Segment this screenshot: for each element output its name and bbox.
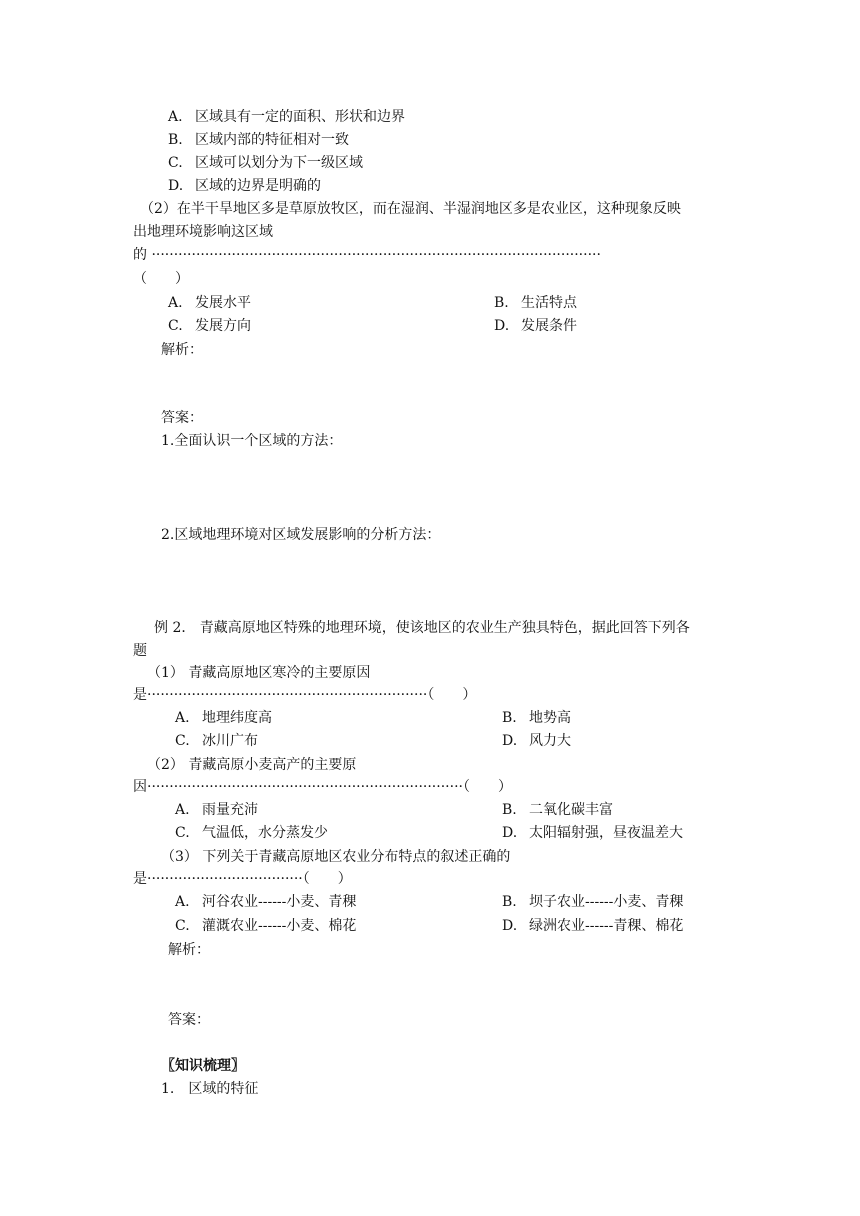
sub3-line1: （3） 下列关于青藏高原地区农业分布特点的叙述正确的	[161, 849, 511, 865]
sub1-line1: （1） 青藏高原地区寒冷的主要原因	[147, 665, 371, 681]
q2-stem-line1: （2）在半干旱地区多是草原放牧区，而在湿润、半湿润地区多是农业区，这种现象反映	[140, 201, 681, 217]
sub1-line2: 是·······························································（ ）	[133, 687, 477, 703]
sub2-option-b: B. 二氧化碳丰富	[502, 802, 613, 818]
sub1-option-a: A. 地理纬度高	[175, 710, 272, 726]
example2-stem-line1: 例 2． 青藏高原地区特殊的地理环境，使该地区的农业生产独具特色，据此回答下列各	[154, 620, 690, 636]
sub2-option-c: C. 气温低，水分蒸发少	[175, 825, 328, 841]
analysis-label-1: 解析：	[161, 342, 203, 358]
method-2: 2.区域地理环境对区域发展影响的分析方法：	[161, 527, 441, 543]
sub2-option-d: D. 太阳辐射强，昼夜温差大	[502, 825, 683, 841]
analysis-label-2: 解析：	[168, 942, 210, 958]
sub1-option-c: C. 冰川广布	[175, 733, 258, 749]
q2-option-d: D. 发展条件	[494, 318, 577, 334]
q2-option-c: C. 发展方向	[168, 318, 251, 334]
knowledge-item-1: 1. 区域的特征	[161, 1081, 259, 1097]
q2-option-a: A. 发展水平	[168, 295, 251, 311]
sub3-option-b: B. 坝子农业------小麦、青稞	[502, 894, 684, 910]
sub2-line1: （2） 青藏高原小麦高产的主要原	[147, 757, 357, 773]
example2-stem-line2: 题	[133, 643, 147, 659]
sub1-option-b: B. 地势高	[502, 710, 571, 726]
method-1: 1.全面认识一个区域的方法：	[161, 433, 343, 449]
q1-option-a: A. 区域具有一定的面积、形状和边界	[168, 109, 405, 125]
q2-answer-paren: （ ）	[133, 271, 189, 287]
q1-option-c: C. 区域可以划分为下一级区域	[168, 155, 363, 171]
answer-label-2: 答案：	[168, 1012, 210, 1028]
knowledge-section-title: 〖知识梳理〗	[161, 1058, 245, 1074]
q2-stem-line3: 的 ·····································································································	[133, 247, 601, 263]
sub1-option-d: D. 风力大	[502, 733, 571, 749]
sub3-line2: 是···································（ ）	[133, 871, 352, 887]
sub3-option-c: C. 灌溉农业------小麦、棉花	[175, 918, 357, 934]
sub2-line2: 因·······································································（ ）	[133, 779, 512, 795]
sub3-option-d: D. 绿洲农业------青稞、棉花	[502, 918, 684, 934]
sub2-option-a: A. 雨量充沛	[175, 802, 258, 818]
answer-label-1: 答案：	[161, 410, 203, 426]
q1-option-b: B. 区域内部的特征相对一致	[168, 132, 349, 148]
q1-option-d: D. 区域的边界是明确的	[168, 178, 321, 194]
q2-option-b: B. 生活特点	[494, 295, 577, 311]
q2-stem-line2: 出地理环境影响这区域	[133, 224, 273, 240]
sub3-option-a: A. 河谷农业------小麦、青稞	[175, 894, 357, 910]
